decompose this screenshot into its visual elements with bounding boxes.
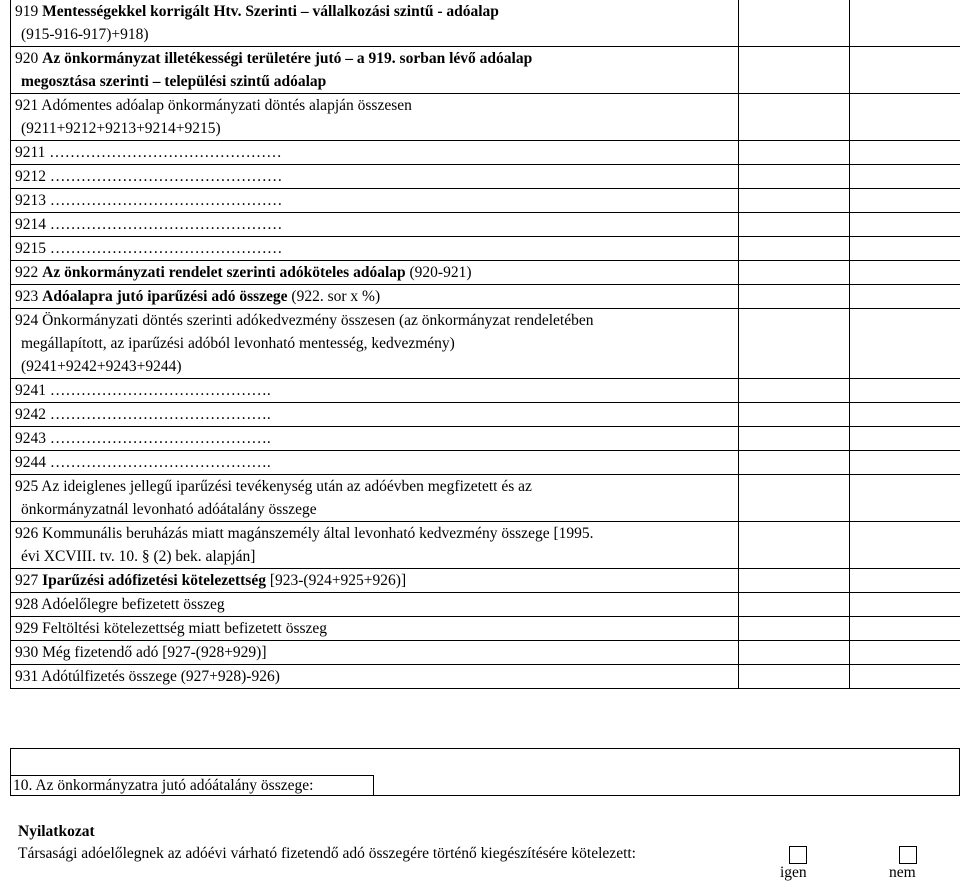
- table-row: [11, 165, 960, 189]
- amount-cell[interactable]: [850, 617, 960, 641]
- tax-form-table: [10, 0, 960, 689]
- option-nem-label: nem: [889, 864, 916, 881]
- row-label-line: [15, 522, 738, 545]
- row-label-line: [15, 261, 738, 284]
- row-label-text: 9215 ………………………………………: [15, 240, 283, 257]
- amount-cell[interactable]: [850, 641, 960, 665]
- table-row: [11, 451, 960, 475]
- row-label-cell: [11, 237, 739, 261]
- nyilatkozat-title: Nyilatkozat: [18, 823, 95, 840]
- row-label-line: [15, 94, 738, 117]
- amount-cell[interactable]: [739, 141, 850, 165]
- table-row: [11, 141, 960, 165]
- row-label-text: önkormányzatnál levonható adóátalány összege: [21, 501, 317, 518]
- table-row: [11, 475, 960, 522]
- row-label-text: 929 Feltöltési kötelezettség miatt befizetett összeg: [15, 620, 328, 637]
- amount-cell[interactable]: [739, 427, 850, 451]
- row-label-line: [15, 285, 738, 308]
- row-label-line: [15, 498, 738, 521]
- row-label-text: 920: [15, 50, 43, 67]
- row-label-line: [15, 47, 738, 70]
- amount-cell[interactable]: [850, 165, 960, 189]
- row-label-line: [15, 593, 738, 616]
- amount-cell[interactable]: [739, 94, 850, 141]
- row-label-cell: [11, 569, 739, 593]
- row-label-text: 924 Önkormányzati döntés szerinti adókedvezmény összesen (az önkormányzat rendeletében: [15, 312, 594, 329]
- row-label-line: [15, 117, 738, 140]
- row-label-cell: [11, 285, 739, 309]
- row-label-text: 931 Adótúlfizetés összege (927+928)-926): [15, 668, 280, 685]
- amount-cell[interactable]: [850, 309, 960, 379]
- amount-cell[interactable]: [739, 285, 850, 309]
- table-row: [11, 522, 960, 569]
- row-label-text: Mentességekkel korrigált Htv. Szerinti – vállalkozási szintű - adóalap: [42, 3, 499, 20]
- amount-cell[interactable]: [850, 403, 960, 427]
- section-10-box: [10, 748, 960, 796]
- row-label-text: 9244 …………………………………….: [15, 454, 271, 471]
- row-label-line: [15, 141, 738, 164]
- amount-cell[interactable]: [850, 475, 960, 522]
- table-row: [11, 189, 960, 213]
- amount-cell[interactable]: [739, 379, 850, 403]
- amount-cell[interactable]: [739, 665, 850, 689]
- row-label-text: 923: [15, 288, 43, 305]
- row-label-line: [15, 70, 738, 93]
- table-row: [11, 403, 960, 427]
- row-label-text: 9243 …………………………………….: [15, 430, 271, 447]
- amount-cell[interactable]: [739, 261, 850, 285]
- row-label-line: [15, 213, 738, 236]
- amount-cell[interactable]: [739, 0, 850, 47]
- row-label-cell: [11, 189, 739, 213]
- row-label-text: 922: [15, 264, 43, 281]
- row-label-cell: [11, 261, 739, 285]
- row-label-text: (915-916-917)+918): [21, 26, 149, 43]
- row-label-line: [15, 237, 738, 260]
- row-label-text: 9211 ………………………………………: [15, 144, 282, 161]
- table-row: [11, 261, 960, 285]
- amount-cell[interactable]: [739, 617, 850, 641]
- table-row: [11, 47, 960, 94]
- row-label-cell: [11, 641, 739, 665]
- table-row: [11, 379, 960, 403]
- table-row: [11, 0, 960, 47]
- row-label-line: [15, 451, 738, 474]
- row-label-text: [923-(924+925+926)]: [265, 572, 407, 589]
- row-label-line: [15, 355, 738, 378]
- row-label-cell: [11, 213, 739, 237]
- row-label-line: [15, 427, 738, 450]
- amount-cell[interactable]: [850, 0, 960, 47]
- row-label-cell: [11, 593, 739, 617]
- row-label-line: [15, 475, 738, 498]
- row-label-text: 926 Kommunális beruházás miatt magánszemély által levonható kedvezmény összege [1995.: [15, 525, 594, 542]
- option-igen-label: igen: [780, 864, 807, 881]
- nyilatkozat-text: Társasági adóelőlegnek az adóévi várható fizetendő adó összegére történő kiegészítésére kötelezett:: [18, 845, 636, 862]
- row-label-line: [15, 545, 738, 568]
- row-label-text: 927: [15, 572, 43, 589]
- section-10-label: 10. Az önkormányzatra jutó adóátalány összege:: [11, 775, 374, 795]
- amount-cell[interactable]: [850, 94, 960, 141]
- amount-cell[interactable]: [739, 165, 850, 189]
- amount-cell[interactable]: [850, 379, 960, 403]
- checkbox-igen[interactable]: [789, 846, 807, 864]
- row-label-cell: [11, 47, 739, 94]
- row-label-cell: [11, 451, 739, 475]
- table-row: [11, 309, 960, 379]
- amount-cell[interactable]: [739, 309, 850, 379]
- row-label-cell: [11, 427, 739, 451]
- row-label-text: 921 Adómentes adóalap önkormányzati döntés alapján összesen: [15, 97, 412, 114]
- row-label-line: [15, 403, 738, 426]
- row-label-text: (922. sor x %): [287, 288, 381, 305]
- row-label-text: megállapított, az iparűzési adóból levonható mentesség, kedvezmény): [21, 335, 455, 352]
- row-label-line: [15, 0, 738, 23]
- row-label-text: Az önkormányzat illetékességi területére jutó – a 919. sorban lévő adóalap: [42, 50, 533, 67]
- amount-cell[interactable]: [739, 403, 850, 427]
- row-label-cell: [11, 309, 739, 379]
- row-label-cell: [11, 141, 739, 165]
- row-label-cell: [11, 522, 739, 569]
- table-row: [11, 593, 960, 617]
- row-label-text: (9211+9212+9213+9214+9215): [21, 120, 221, 137]
- amount-cell[interactable]: [739, 213, 850, 237]
- amount-cell[interactable]: [739, 641, 850, 665]
- amount-cell[interactable]: [739, 189, 850, 213]
- row-label-line: [15, 665, 738, 688]
- table-row: [11, 665, 960, 689]
- table-row: [11, 617, 960, 641]
- row-label-text: 928 Adóelőlegre befizetett összeg: [15, 596, 225, 613]
- row-label-line: [15, 641, 738, 664]
- table-row: [11, 94, 960, 141]
- row-label-cell: [11, 0, 739, 47]
- row-label-line: [15, 309, 738, 332]
- row-label-text: Iparűzési adófizetési kötelezettség: [42, 572, 266, 589]
- amount-cell[interactable]: [850, 569, 960, 593]
- table-row: [11, 213, 960, 237]
- amount-cell[interactable]: [850, 451, 960, 475]
- amount-cell[interactable]: [850, 261, 960, 285]
- amount-cell[interactable]: [739, 593, 850, 617]
- row-label-text: 9242 …………………………………….: [15, 406, 271, 423]
- row-label-cell: [11, 165, 739, 189]
- row-label-cell: [11, 475, 739, 522]
- table-row: [11, 427, 960, 451]
- row-label-cell: [11, 94, 739, 141]
- table-row: [11, 237, 960, 261]
- row-label-line: [15, 332, 738, 355]
- row-label-text: 9213 ………………………………………: [15, 192, 283, 209]
- table-row: [11, 569, 960, 593]
- amount-cell[interactable]: [850, 665, 960, 689]
- row-label-line: [15, 165, 738, 188]
- amount-cell[interactable]: [850, 237, 960, 261]
- amount-cell[interactable]: [850, 285, 960, 309]
- row-label-cell: [11, 403, 739, 427]
- table-row: [11, 641, 960, 665]
- row-label-text: (920-921): [405, 264, 472, 281]
- amount-cell[interactable]: [739, 522, 850, 569]
- amount-cell[interactable]: [850, 141, 960, 165]
- row-label-cell: [11, 379, 739, 403]
- row-label-text: Adóalapra jutó iparűzési adó összege: [42, 288, 288, 305]
- row-label-cell: [11, 617, 739, 641]
- row-label-text: 9241 …………………………………….: [15, 382, 271, 399]
- row-label-text: 930 Még fizetendő adó [927-(928+929)]: [15, 644, 267, 661]
- table-row: [11, 285, 960, 309]
- amount-cell[interactable]: [850, 427, 960, 451]
- amount-cell[interactable]: [850, 213, 960, 237]
- amount-cell[interactable]: [739, 47, 850, 94]
- amount-cell[interactable]: [739, 569, 850, 593]
- row-label-text: évi XCVIII. tv. 10. § (2) bek. alapján]: [21, 548, 256, 565]
- row-label-line: [15, 617, 738, 640]
- row-label-cell: [11, 665, 739, 689]
- amount-cell[interactable]: [739, 451, 850, 475]
- row-label-line: [15, 189, 738, 212]
- row-label-text: 9214 ………………………………………: [15, 216, 283, 233]
- amount-cell[interactable]: [739, 237, 850, 261]
- row-label-line: [15, 23, 738, 46]
- row-label-text: 9212 ………………………………………: [15, 168, 283, 185]
- row-label-text: megosztása szerinti – települési szintű adóalap: [21, 73, 327, 90]
- row-label-text: Az önkormányzati rendelet szerinti adóköteles adóalap: [42, 264, 406, 281]
- amount-cell[interactable]: [850, 47, 960, 94]
- amount-cell[interactable]: [850, 522, 960, 569]
- row-label-text: (9241+9242+9243+9244): [21, 358, 182, 375]
- row-label-line: [15, 379, 738, 402]
- row-label-text: 919: [15, 3, 43, 20]
- checkbox-nem[interactable]: [899, 846, 917, 864]
- amount-cell[interactable]: [739, 475, 850, 522]
- row-label-line: [15, 569, 738, 592]
- amount-cell[interactable]: [850, 189, 960, 213]
- amount-cell[interactable]: [850, 593, 960, 617]
- row-label-text: 925 Az ideiglenes jellegű iparűzési tevékenység után az adóévben megfizetett és az: [15, 478, 532, 495]
